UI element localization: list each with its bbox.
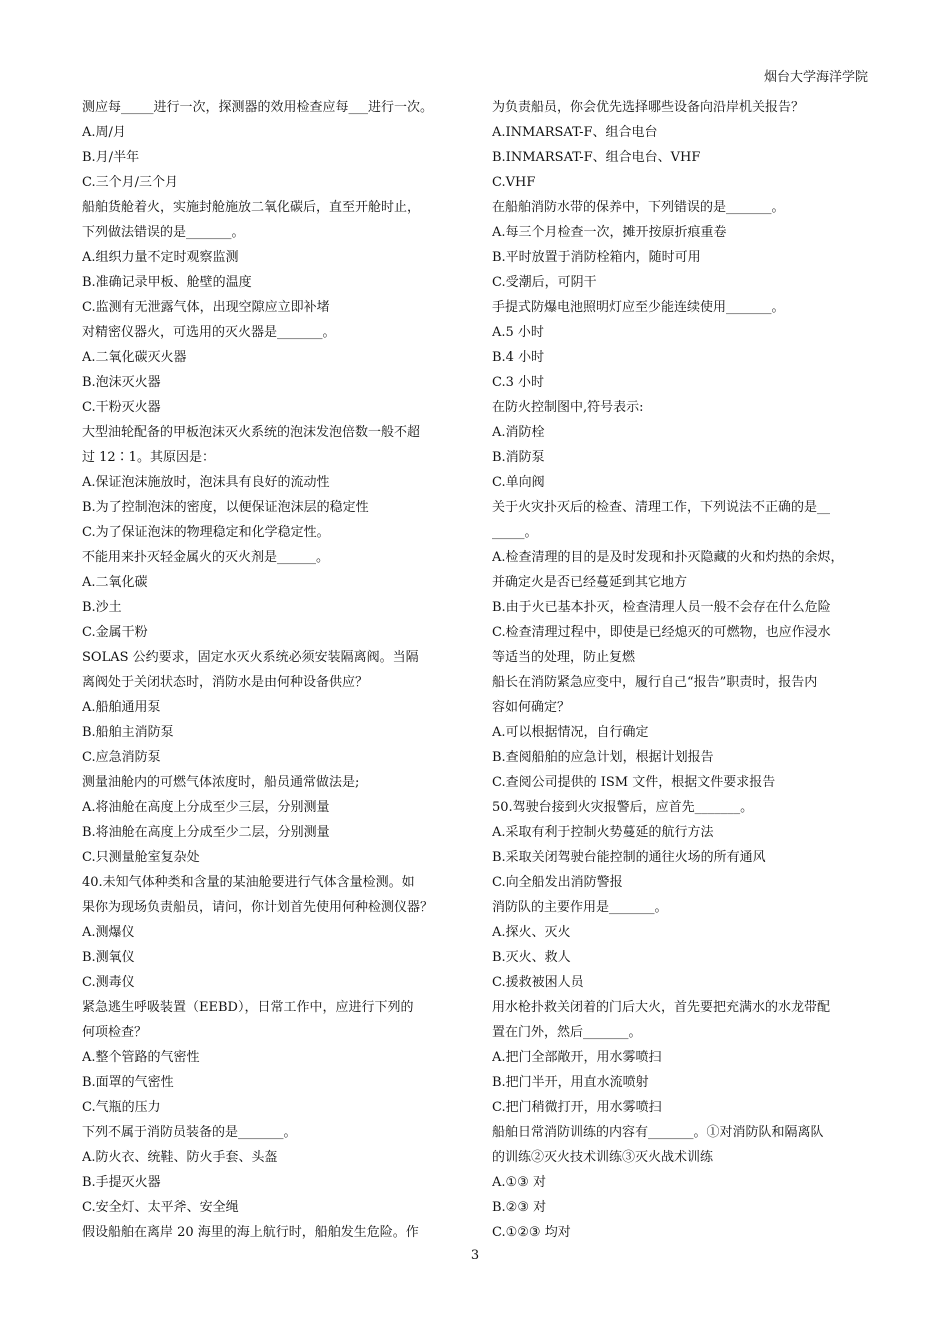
text-line: A.探火、灭火	[492, 925, 571, 940]
text-line: C.援救被困人员	[492, 975, 584, 990]
text-line: A.消防栓	[492, 425, 545, 440]
text-line: SOLAS 公约要求，固定水灭火系统必须安装隔离阀。当隔	[82, 650, 419, 665]
text-line: C.应急消防泵	[82, 750, 161, 765]
text-line: 船舶日常消防训练的内容有_______。①对消防队和隔离队	[492, 1125, 824, 1140]
text-line: C.3 小时	[492, 375, 545, 390]
text-line: B.月/半年	[82, 150, 140, 165]
text-line: _____。	[492, 525, 538, 540]
text-line: C.检查清理过程中，即使是已经熄灭的可燃物，也应作浸水	[492, 625, 831, 640]
text-line: A.INMARSAT-F、组合电台	[492, 125, 658, 140]
text-line: 下列不属于消防员装备的是_______。	[82, 1125, 297, 1140]
text-line: A.每三个月检查一次，摊开按原折痕重卷	[492, 225, 727, 240]
text-line: A.把门全部敞开，用水雾喷扫	[492, 1050, 662, 1065]
text-line: B.灭火、救人	[492, 950, 571, 965]
text-line: 船长在消防紧急应变中，履行自己“报告”职责时，报告内	[492, 675, 818, 690]
text-line: B.将油舱在高度上分成至少二层，分别测量	[82, 825, 330, 840]
page-number: 3	[470, 1248, 480, 1263]
text-line: A.整个管路的气密性	[82, 1050, 200, 1065]
text-line: C.为了保证泡沫的物理稳定和化学稳定性。	[82, 525, 330, 540]
text-line: 在防火控制图中,符号表示:	[492, 400, 644, 415]
text-line: C.向全船发出消防警报	[492, 875, 623, 890]
text-line: A.周/月	[82, 125, 126, 140]
text-line: A.①③ 对	[492, 1175, 546, 1190]
text-line: 40.未知气体种类和含量的某油舱要进行气体含量检测。如	[82, 875, 415, 890]
text-line: A.将油舱在高度上分成至少三层，分别测量	[82, 800, 330, 815]
text-line: 船舶货舱着火，实施封舱施放二氧化碳后，直至开舱时止，	[82, 200, 421, 215]
text-line: B.船舶主消防泵	[82, 725, 174, 740]
text-line: A.可以根据情况，自行确定	[492, 725, 649, 740]
text-line: A.二氧化碳	[82, 575, 148, 590]
text-line: 消防队的主要作用是_______。	[492, 900, 668, 915]
text-line: A.船舶通用泵	[82, 700, 161, 715]
text-line: A.组织力量不定时观察监测	[82, 250, 239, 265]
text-line: B.平时放置于消防栓箱内，随时可用	[492, 250, 701, 265]
text-line: C.①②③ 均对	[492, 1225, 571, 1240]
text-line: 不能用来扑灭轻金属火的灭火剂是______。	[82, 550, 330, 565]
text-line: 果你为现场负责船员，请问，你计划首先使用何种检测仪器？	[82, 900, 434, 915]
text-line: B.为了控制泡沫的密度，以便保证泡沫层的稳定性	[82, 500, 369, 515]
text-line: C.查阅公司提供的 ISM 文件，根据文件要求报告	[492, 775, 776, 790]
text-line: C.安全灯、太平斧、安全绳	[82, 1200, 239, 1215]
text-line: B.面罩的气密性	[82, 1075, 174, 1090]
text-line: 紧急逃生呼吸装置（EEBD），日常工作中，应进行下列的	[82, 1000, 414, 1015]
text-line: B.查阅船舶的应急计划，根据计划报告	[492, 750, 714, 765]
text-line: A.5 小时	[492, 325, 544, 340]
left-column	[82, 95, 474, 1245]
text-line: C.测毒仪	[82, 975, 135, 990]
text-line: C.把门稍微打开，用水雾喷扫	[492, 1100, 662, 1115]
text-line: B.泡沫灭火器	[82, 375, 161, 390]
text-line: C.只测量舱室复杂处	[82, 850, 200, 865]
text-line: 测应每_____进行一次，探测器的效用检查应每___进行一次。	[82, 100, 434, 115]
text-line: B.测氧仪	[82, 950, 135, 965]
text-line: B.消防泵	[492, 450, 545, 465]
text-line: C.三个月/三个月	[82, 175, 178, 190]
text-line: 等适当的处理，防止复燃	[492, 650, 636, 665]
text-line: B.INMARSAT-F、组合电台、VHF	[492, 150, 701, 165]
text-line: 容如何确定？	[492, 700, 571, 715]
text-line: B.采取关闭驾驶台能控制的通往火场的所有通风	[492, 850, 766, 865]
text-line: A.二氧化碳灭火器	[82, 350, 187, 365]
text-line: 大型油轮配备的甲板泡沫灭火系统的泡沫发泡倍数一般不超	[82, 425, 421, 440]
text-line: A.防火衣、统鞋、防火手套、头盔	[82, 1150, 278, 1165]
text-line: B.沙土	[82, 600, 122, 615]
text-line: C.单向阀	[492, 475, 545, 490]
text-line: C.监测有无泄露气体，出现空隙应立即补堵	[82, 300, 330, 315]
text-line: 50.驾驶台接到火灾报警后，应首先_______。	[492, 800, 754, 815]
text-line: 何项检查？	[82, 1025, 148, 1040]
text-line: 对精密仪器火，可选用的灭火器是_______。	[82, 325, 336, 340]
text-line: B.4 小时	[492, 350, 545, 365]
text-line: 离阀处于关闭状态时，消防水是由何种设备供应？	[82, 675, 369, 690]
text-line: 测量油舱内的可燃气体浓度时，船员通常做法是;	[82, 775, 360, 790]
text-line: B.②③ 对	[492, 1200, 547, 1215]
text-line: 过 12∶1。其原因是：	[82, 450, 215, 465]
text-line: C.VHF	[492, 175, 536, 190]
text-line: 为负责船员，你会优先选择哪些设备向沿岸机关报告？	[492, 100, 805, 115]
text-line: C.干粉灭火器	[82, 400, 161, 415]
text-line: 下列做法错误的是_______。	[82, 225, 245, 240]
text-line: C.气瓶的压力	[82, 1100, 161, 1115]
text-line: 并确定火是否已经蔓延到其它地方	[492, 575, 688, 590]
text-line: 用水枪扑救关闭着的门后大火，首先要把充满水的水龙带配	[492, 1000, 831, 1015]
text-line: A.检查清理的目的是及时发现和扑灭隐藏的火和灼热的余烬，	[492, 550, 844, 565]
text-line: 置在门外，然后_______。	[492, 1025, 642, 1040]
text-line: B.手提灭火器	[82, 1175, 161, 1190]
text-line: 手提式防爆电池照明灯应至少能连续使用_______。	[492, 300, 785, 315]
text-line: B.由于火已基本扑灭，检查清理人员一般不会存在什么危险	[492, 600, 831, 615]
page-header-institution: 烟台大学海洋学院	[763, 70, 868, 85]
text-line: C.受潮后，可阴干	[492, 275, 597, 290]
text-line: 在船舶消防水带的保养中，下列错误的是_______。	[492, 200, 785, 215]
text-line: A.采取有利于控制火势蔓延的航行方法	[492, 825, 714, 840]
text-line: 假设船舶在离岸 20 海里的海上航行时，船舶发生危险。作	[82, 1225, 419, 1240]
text-line: B.准确记录甲板、舱壁的温度	[82, 275, 252, 290]
text-line: B.把门半开，用直水流喷射	[492, 1075, 649, 1090]
text-line: 关于火灾扑灭后的检查、清理工作，下列说法不正确的是__	[492, 500, 831, 515]
text-line: A.保证泡沫施放时，泡沫具有良好的流动性	[82, 475, 330, 490]
text-line: C.金属干粉	[82, 625, 148, 640]
text-line: A.测爆仪	[82, 925, 135, 940]
text-line: 的训练②灭火技术训练③灭火战术训练	[492, 1150, 714, 1165]
right-column	[492, 95, 872, 1245]
